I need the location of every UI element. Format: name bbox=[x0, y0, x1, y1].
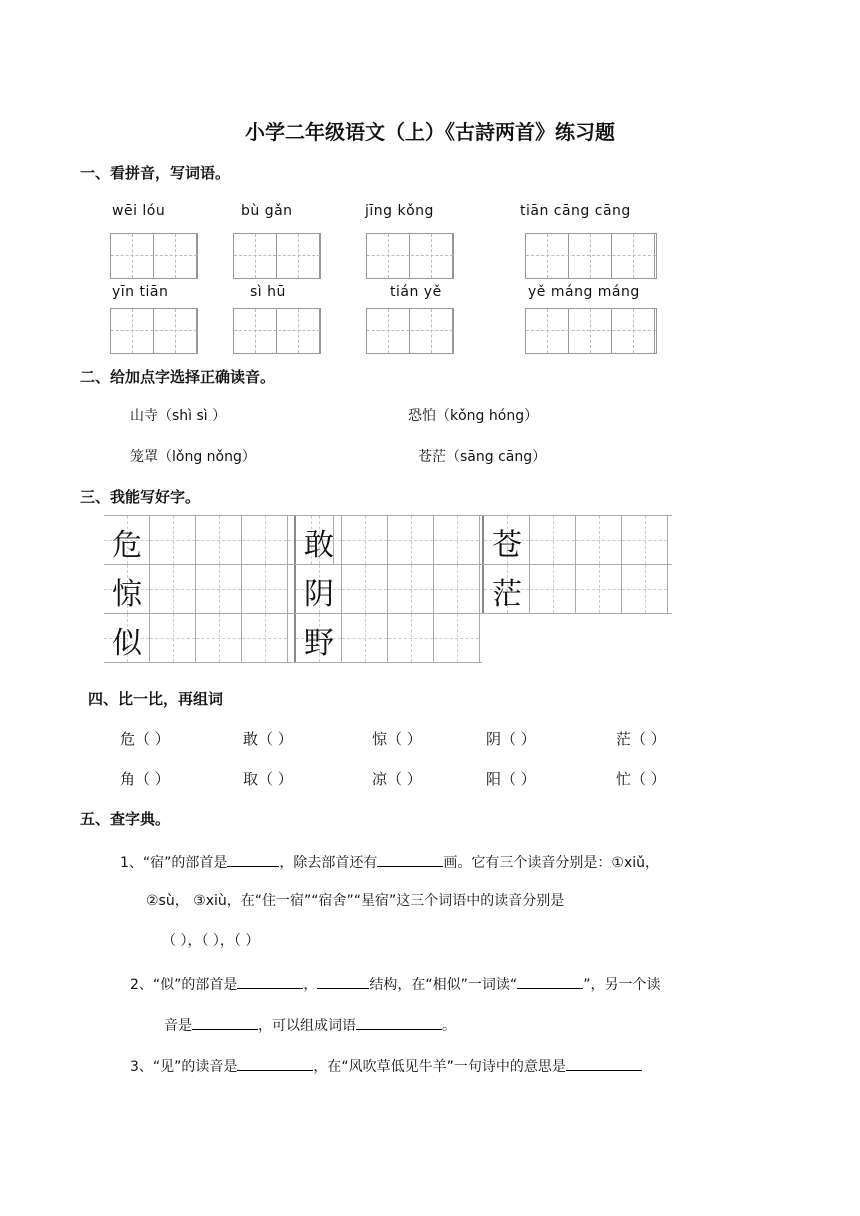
practice-cell[interactable] bbox=[576, 516, 622, 564]
dict-question-2: 2、“似”的部首是 ， 结构，在“相似”一词读“ ”，另一个读 bbox=[130, 972, 660, 994]
dict-question-1-line2: ②sù， ③xiù，在“住一宿”“宿舍”“星宿”这三个词语中的读音分别是 bbox=[146, 893, 565, 909]
writing-box[interactable] bbox=[233, 308, 321, 354]
dict-question-1: 1、“宿”的部首是 ，除去部首还有 画。它有三个读音分别是：①xiǔ， bbox=[120, 850, 659, 872]
writing-box[interactable] bbox=[110, 233, 198, 279]
practice-cell[interactable] bbox=[150, 565, 196, 613]
compare-item: 忙（ ） bbox=[616, 770, 666, 788]
writing-box[interactable] bbox=[366, 308, 454, 354]
pinyin-2: bù gǎn bbox=[241, 203, 293, 219]
pinyin-8: yě máng máng bbox=[528, 284, 640, 300]
practice-cell[interactable] bbox=[342, 565, 388, 613]
practice-cell[interactable] bbox=[530, 516, 576, 564]
page-title: 小学二年级语文（上）《古詩两首》练习题 bbox=[245, 120, 615, 144]
reading-item-3: 笼罩（lǒng nǒng） bbox=[130, 449, 256, 465]
reading-item-2: 恐怕（kǒng hóng） bbox=[408, 408, 539, 424]
section-4-heading: 四、比一比，再组词 bbox=[88, 690, 224, 708]
pinyin-6: sì hū bbox=[250, 284, 286, 300]
compare-item: 惊（ ） bbox=[372, 730, 422, 748]
practice-row bbox=[104, 515, 672, 565]
practice-char: 似 bbox=[112, 626, 142, 661]
practice-cell[interactable] bbox=[242, 516, 288, 564]
section-3-heading: 三、我能写好字。 bbox=[80, 488, 201, 506]
dict-question-1-line3: （ ），（ ），（ ） bbox=[162, 933, 260, 949]
practice-cell[interactable] bbox=[622, 565, 668, 613]
writing-box[interactable] bbox=[110, 308, 198, 354]
answer-blank[interactable] bbox=[317, 972, 369, 989]
practice-cell[interactable] bbox=[342, 614, 388, 662]
practice-cell[interactable] bbox=[388, 565, 434, 613]
practice-cell[interactable] bbox=[196, 614, 242, 662]
answer-blank[interactable] bbox=[377, 850, 443, 867]
practice-char: 茫 bbox=[492, 577, 522, 612]
compare-item: 敢（ ） bbox=[243, 730, 293, 748]
pinyin-3: jīng kǒng bbox=[365, 203, 434, 219]
pinyin-5: yīn tiān bbox=[112, 284, 169, 300]
practice-cell[interactable] bbox=[242, 565, 288, 613]
reading-item-1: 山寺（shì sì ） bbox=[130, 408, 227, 424]
practice-row bbox=[104, 613, 482, 663]
practice-cell[interactable] bbox=[388, 614, 434, 662]
practice-char: 惊 bbox=[112, 577, 142, 612]
practice-cell[interactable] bbox=[196, 565, 242, 613]
compare-item: 茫（ ） bbox=[616, 730, 666, 748]
writing-box[interactable] bbox=[525, 233, 657, 279]
answer-blank[interactable] bbox=[227, 850, 279, 867]
pinyin-7: tián yě bbox=[390, 284, 442, 300]
section-2-heading: 二、给加点字选择正确读音。 bbox=[80, 368, 276, 386]
compare-item: 阴（ ） bbox=[486, 730, 536, 748]
dict-question-3: 3、“见”的读音是 ，在“风吹草低见牛羊”一句诗中的意思是 bbox=[130, 1054, 642, 1076]
practice-char: 敢 bbox=[304, 528, 334, 563]
practice-char: 危 bbox=[112, 528, 142, 563]
compare-item: 危（ ） bbox=[120, 730, 170, 748]
practice-cell[interactable] bbox=[196, 516, 242, 564]
practice-cell[interactable] bbox=[388, 516, 434, 564]
practice-cell[interactable] bbox=[150, 516, 196, 564]
practice-char: 阴 bbox=[304, 577, 334, 612]
practice-row bbox=[104, 564, 672, 614]
practice-cell[interactable] bbox=[576, 565, 622, 613]
compare-item: 取（ ） bbox=[243, 770, 293, 788]
practice-cell[interactable] bbox=[530, 565, 576, 613]
pinyin-4: tiān cāng cāng bbox=[520, 203, 631, 219]
writing-box[interactable] bbox=[366, 233, 454, 279]
compare-item: 阳（ ） bbox=[486, 770, 536, 788]
writing-box[interactable] bbox=[233, 233, 321, 279]
compare-item: 凉（ ） bbox=[372, 770, 422, 788]
practice-cell[interactable] bbox=[434, 614, 480, 662]
answer-blank[interactable] bbox=[237, 972, 303, 989]
dict-question-2-line2: 音是 ，可以组成词语 。 bbox=[164, 1013, 456, 1035]
answer-blank[interactable] bbox=[566, 1054, 642, 1071]
practice-cell[interactable] bbox=[434, 516, 480, 564]
reading-item-4: 苍茫（sāng cāng） bbox=[418, 449, 547, 465]
answer-blank[interactable] bbox=[356, 1013, 442, 1030]
practice-char: 苍 bbox=[492, 528, 522, 563]
compare-item: 角（ ） bbox=[120, 770, 170, 788]
practice-cell[interactable] bbox=[342, 516, 388, 564]
section-1-heading: 一、看拼音，写词语。 bbox=[80, 164, 231, 182]
practice-char: 野 bbox=[304, 626, 334, 661]
answer-blank[interactable] bbox=[237, 1054, 313, 1071]
pinyin-1: wēi lóu bbox=[112, 203, 166, 219]
section-5-heading: 五、查字典。 bbox=[80, 810, 171, 828]
answer-blank[interactable] bbox=[517, 972, 583, 989]
practice-cell[interactable] bbox=[622, 516, 668, 564]
writing-box[interactable] bbox=[525, 308, 657, 354]
practice-cell[interactable] bbox=[150, 614, 196, 662]
practice-cell[interactable] bbox=[434, 565, 480, 613]
answer-blank[interactable] bbox=[192, 1013, 258, 1030]
practice-cell[interactable] bbox=[242, 614, 288, 662]
